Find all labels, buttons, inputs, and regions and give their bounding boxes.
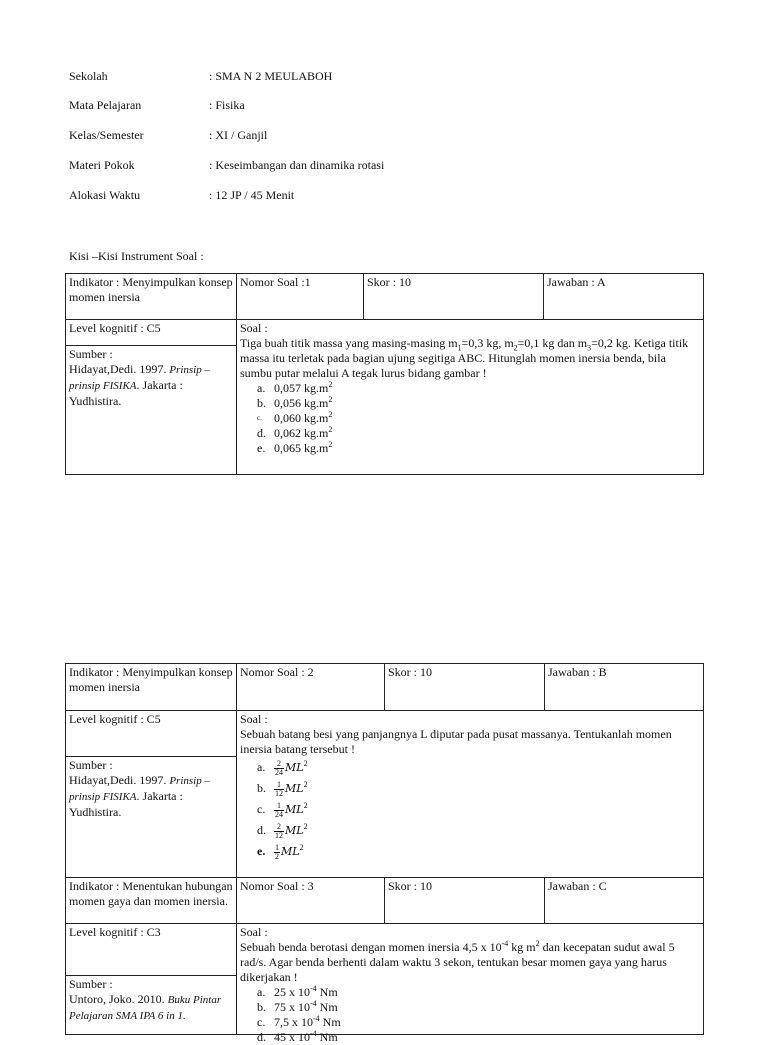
soal-label: Soal : (240, 925, 268, 939)
nomor-soal-text: Nomor Soal :1 (240, 275, 311, 289)
soal-cell (236, 923, 704, 1044)
fraction: $\frac{1}{24}$ (275, 800, 283, 819)
answer-options (257, 985, 700, 1045)
option-letter: e. (257, 441, 266, 455)
sumber-author: Hidayat,Dedi. 1997. (69, 362, 167, 376)
level-kognitif-text: Level kognitif : C3 (69, 925, 161, 939)
option-letter: d. (257, 1030, 266, 1044)
header-value: : 12 JP / 45 Menit (209, 188, 295, 202)
option-letter: c. (257, 414, 262, 422)
sumber-author: Untoro, Joko. 2010. (69, 992, 165, 1006)
option-a: a. 25 x $10^{-4}$ Nm (257, 984, 338, 999)
option-letter: c. (257, 1015, 266, 1029)
level-kognitif-text: Level kognitif : C5 (69, 321, 161, 335)
header-label: Sekolah (69, 69, 108, 83)
indikator-cell (65, 273, 237, 320)
option-d: d. 45 x $10^{-4}$ Nm (257, 1029, 338, 1044)
option-letter: b. (257, 1000, 266, 1014)
option-letter: e. (257, 844, 266, 858)
indikator-cell (65, 877, 237, 924)
jawaban-cell (543, 273, 704, 320)
level-kognitif-text: Level kognitif : C5 (69, 712, 161, 726)
sumber-book: Prinsip – prinsip FISIKA (69, 364, 210, 392)
option-d: d. $\frac{2}{12}$ $ML^2$ (257, 821, 308, 840)
fraction: $\frac{2}{24}$ (275, 758, 283, 777)
nomor-soal-cell (236, 273, 364, 320)
option-d: d. 0,062 $kg.m^2$ (257, 425, 333, 440)
skor-text: Skor : 10 (388, 879, 433, 893)
jawaban-text: Jawaban : C (548, 879, 607, 893)
option-c: c. 7,5 x $10^{-4}$ Nm (257, 1014, 341, 1029)
jawaban-text: Jawaban : B (548, 665, 607, 679)
option-e: e. $\frac{1}{2}$ $ML^2$ (257, 842, 304, 861)
nomor-soal-cell (236, 877, 385, 924)
sumber-publisher: . Jakarta : Yudhistira. (69, 789, 183, 819)
fraction: $\frac{1}{2}$ (275, 842, 279, 861)
sumber-label: Sumber : (69, 347, 113, 361)
sumber-label: Sumber : (69, 758, 113, 772)
jawaban-text: Jawaban : A (547, 275, 606, 289)
indikator-cell (65, 663, 237, 711)
sumber-text (69, 362, 233, 409)
indikator-text: Indikator : Menyimpulkan konsep momen inersia (69, 665, 233, 694)
soal-question: Sebuah benda berotasi dengan momen inersia 4,5 x $10^{-4}$ kg $m^2$ dan kecepatan sudut awal 5 rad/s. Agar benda berhenti dalam waktu 3 sekon, tentukan besar momen gaya yang harus dikerjakan ! (240, 939, 675, 984)
sumber-text (69, 992, 233, 1024)
option-letter: c. (257, 802, 266, 816)
skor-text: Skor : 10 (388, 665, 433, 679)
option-letter: a. (257, 381, 266, 395)
soal-cell (236, 710, 704, 878)
sumber-cell (65, 756, 237, 878)
kisi-title: Kisi –Kisi Instrument Soal : (69, 249, 204, 263)
option-letter: b. (257, 781, 266, 795)
nomor-soal-text: Nomor Soal : 3 (240, 879, 314, 893)
option-c: c. 0,060 $kg.m^2$ (257, 410, 333, 425)
option-letter: a. (257, 760, 266, 774)
level-kognitif-cell (65, 710, 237, 757)
answer-options (257, 757, 700, 862)
option-a: a. $\frac{2}{24}$ $ML^2$ (257, 758, 308, 777)
header-value: : Keseimbangan dan dinamika rotasi (209, 158, 385, 172)
option-e: e. 0,065 $kg.m^2$ (257, 440, 333, 455)
header-label: Mata Pelajaran (69, 98, 142, 112)
option-b: b. 75 x $10^{-4}$ Nm (257, 999, 338, 1014)
soal-question: Tiga buah titik massa yang masing-masing $m_1=0,3$ kg, $m_2=0,1$ kg dan $m_3=0,2$ kg. Ketiga titik massa itu terletak pada bagian ujung segitiga ABC. Hitunglah momen inersia benda, bila sumbu putar melalui A tegak lurus bidang gambar ! (240, 336, 689, 380)
jawaban-cell (544, 877, 704, 924)
answer-options (257, 381, 700, 456)
soal-question: Sebuah batang besi yang panjangnya L diputar pada pusat massanya. Tentukanlah momen inersia batang tersebut ! (240, 727, 672, 756)
fraction: $\frac{1}{12}$ (275, 779, 283, 798)
soal-label: Soal : (240, 712, 268, 726)
indikator-text: Indikator : Menentukan hubungan momen gaya dan momen inersia. (69, 879, 233, 908)
skor-cell (363, 273, 544, 320)
option-b: b. 0,056 $kg.m^2$ (257, 395, 333, 410)
sumber-label: Sumber : (69, 977, 113, 991)
option-letter: a. (257, 985, 266, 999)
header-label: Kelas/Semester (69, 128, 144, 142)
sumber-publisher: . Jakarta : Yudhistira. (69, 378, 183, 408)
level-kognitif-cell (65, 319, 237, 346)
sumber-book: Prinsip – prinsip FISIKA (69, 775, 210, 803)
sumber-cell (65, 975, 237, 1035)
nomor-soal-cell (236, 663, 385, 711)
header-value: : Fisika (209, 98, 245, 112)
header-label: Materi Pokok (69, 158, 135, 172)
soal-label: Soal : (240, 321, 268, 335)
option-c: c. $\frac{1}{24}$ $ML^2$ (257, 800, 308, 819)
fraction: $\frac{2}{12}$ (275, 821, 283, 840)
header-value: : SMA N 2 MEULABOH (209, 69, 333, 83)
header-value: : XI / Ganjil (209, 128, 268, 142)
indikator-text: Indikator : Menyimpulkan konsep momen inersia (69, 275, 233, 304)
skor-cell (384, 877, 545, 924)
jawaban-cell (544, 663, 704, 711)
option-letter: b. (257, 396, 266, 410)
sumber-author: Hidayat,Dedi. 1997. (69, 773, 167, 787)
option-b: b. $\frac{1}{12}$ $ML^2$ (257, 779, 308, 798)
nomor-soal-text: Nomor Soal : 2 (240, 665, 314, 679)
option-letter: d. (257, 823, 266, 837)
option-a: a. 0,057 $kg.m^2$ (257, 380, 333, 395)
skor-text: Skor : 10 (367, 275, 412, 289)
sumber-cell (65, 345, 237, 475)
skor-cell (384, 663, 545, 711)
sumber-text (69, 773, 233, 820)
soal-cell (236, 319, 704, 475)
sumber-book: Buku Pintar Pelajaran SMA IPA 6 in 1. (69, 994, 222, 1022)
level-kognitif-cell (65, 923, 237, 976)
option-letter: d. (257, 426, 266, 440)
header-label: Alokasi Waktu (69, 188, 141, 202)
